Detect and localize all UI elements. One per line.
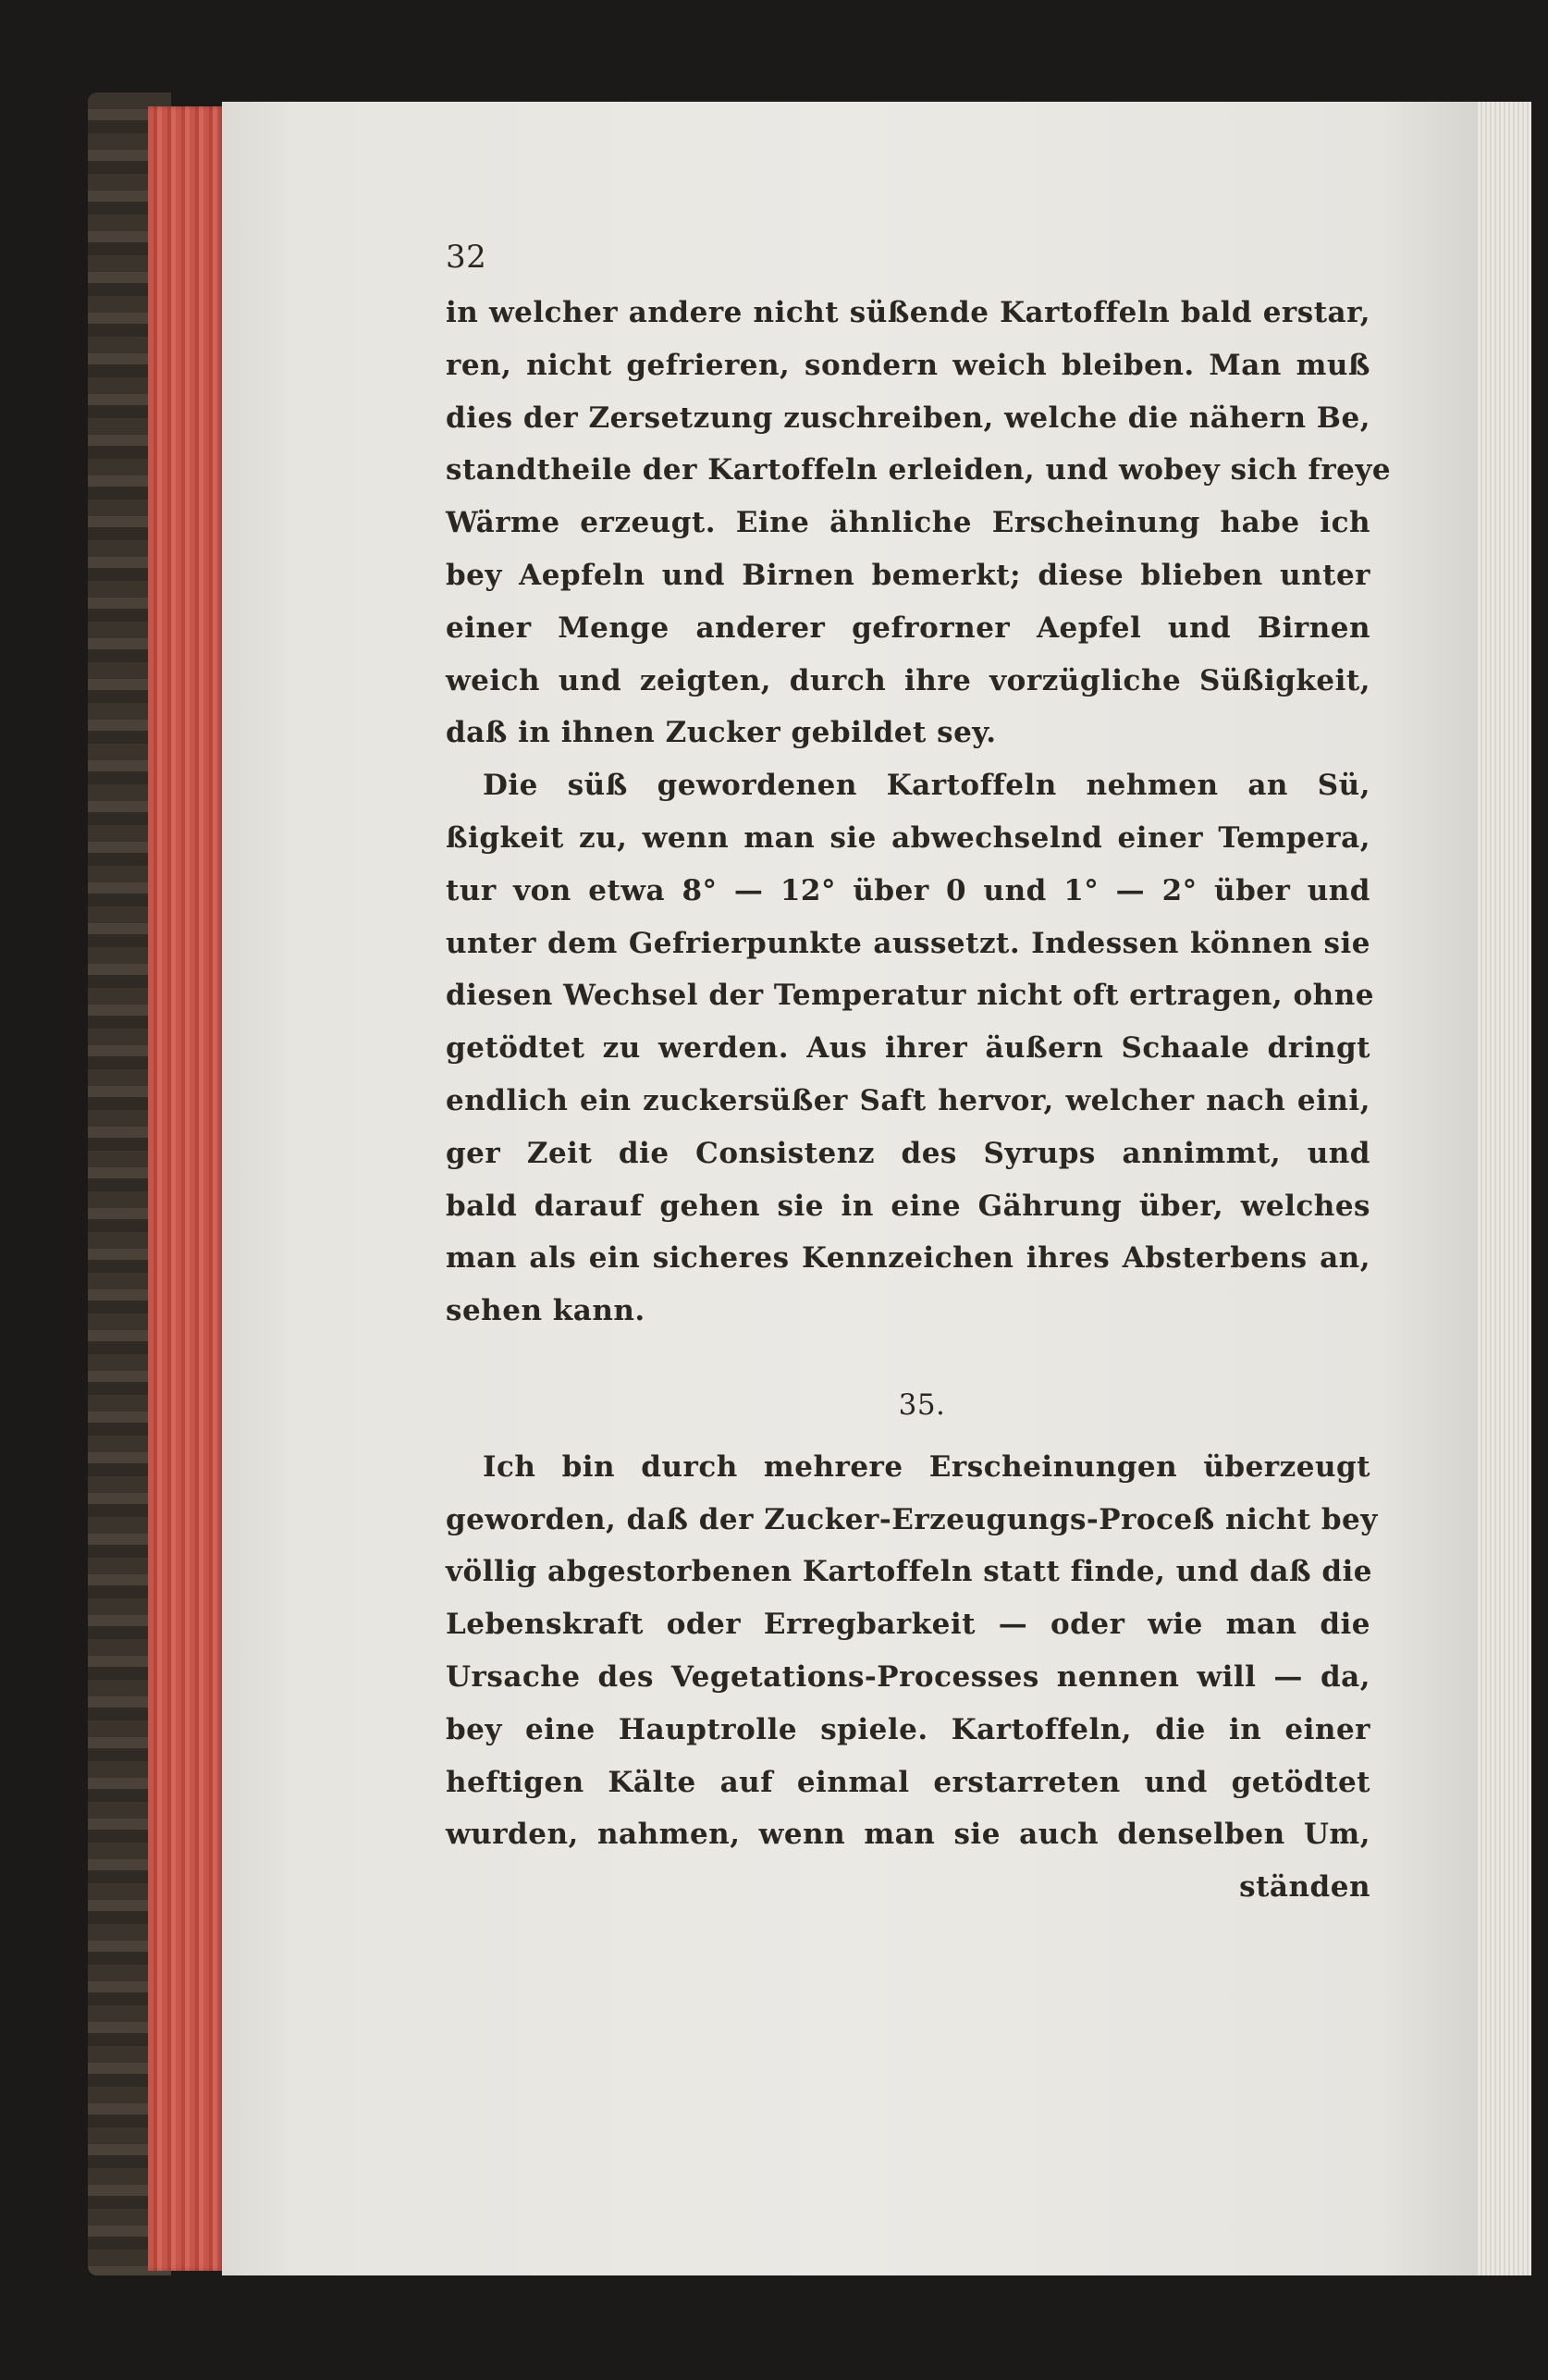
section-number: 35. xyxy=(898,1387,946,1422)
text-line: man als ein sicheres Kennzeichen ihres Absterbens an, xyxy=(446,1241,1370,1276)
text-line: Ursache des Vegetations-Processes nennen will — da, xyxy=(446,1659,1370,1694)
text-line: weich und zeigten, durch ihre vorzügliche Süßigkeit, xyxy=(446,663,1370,697)
text-line: sehen kann. xyxy=(446,1294,645,1328)
text-line: standtheile der Kartoffeln erleiden, und wobey sich freye xyxy=(446,453,1392,487)
text-line: Ich bin durch mehrere Erscheinungen überzeugt xyxy=(483,1449,1370,1484)
text-line: geworden, daß der Zucker-Erzeugungs-Proceß nicht bey xyxy=(446,1502,1378,1536)
text-line: ren, nicht gefrieren, sondern weich bleiben. Man muß xyxy=(446,348,1370,382)
paragraph-2 xyxy=(446,759,1374,1338)
text-line: diesen Wechsel der Temperatur nicht oft ertragen, ohne xyxy=(446,979,1374,1013)
catchword: ständen xyxy=(1239,1870,1370,1905)
page-text xyxy=(446,229,1392,1914)
text-line: daß in ihnen Zucker gebildet sey. xyxy=(446,716,997,750)
text-line: bey eine Hauptrolle spiele. Kartoffeln, die in einer xyxy=(446,1712,1370,1746)
text-line: unter dem Gefrierpunkte aussetzt. Indessen können sie xyxy=(446,926,1370,960)
text-line: völlig abgestorbenen Kartoffeln statt finde, und daß die xyxy=(446,1555,1373,1589)
paragraph-1 xyxy=(446,287,1392,759)
text-line: endlich ein zuckersüßer Saft hervor, welcher nach eini, xyxy=(446,1083,1370,1117)
text-line: einer Menge anderer gefrorner Aepfel und Birnen xyxy=(446,610,1370,645)
text-line: Wärme erzeugt. Eine ähnliche Erscheinung habe ich xyxy=(446,506,1370,540)
text-line: Lebenskraft oder Erregbarkeit — oder wie man die xyxy=(446,1608,1370,1642)
text-line: Die süß gewordenen Kartoffeln nehmen an Sü, xyxy=(483,769,1370,803)
text-line: ger Zeit die Consistenz des Syrups annimmt, und xyxy=(446,1136,1370,1170)
page-fore-edge xyxy=(1478,102,1531,2275)
page-number: 32 xyxy=(446,239,487,276)
text-line: in welcher andere nicht süßende Kartoffeln bald erstar, xyxy=(446,296,1370,329)
paragraph-3 xyxy=(446,1441,1378,1861)
text-line: wurden, nahmen, wenn man sie auch denselben Um, xyxy=(446,1818,1370,1852)
text-line: tur von etwa 8° — 12° über 0 und 1° — 2° über und xyxy=(446,873,1370,907)
text-line: dies der Zersetzung zuschreiben, welche die nähern Be, xyxy=(446,401,1370,435)
text-line: ßigkeit zu, wenn man sie abwechselnd einer Tempera, xyxy=(446,820,1370,855)
text-line: bald darauf gehen sie in eine Gährung über, welches xyxy=(446,1189,1370,1223)
red-page-edge xyxy=(148,106,224,2271)
text-line: bey Aepfeln und Birnen bemerkt; diese blieben unter xyxy=(446,558,1370,592)
text-line: getödtet zu werden. Aus ihrer äußern Schaale dringt xyxy=(446,1031,1370,1066)
text-line: heftigen Kälte auf einmal erstarreten und getödtet xyxy=(446,1765,1370,1799)
